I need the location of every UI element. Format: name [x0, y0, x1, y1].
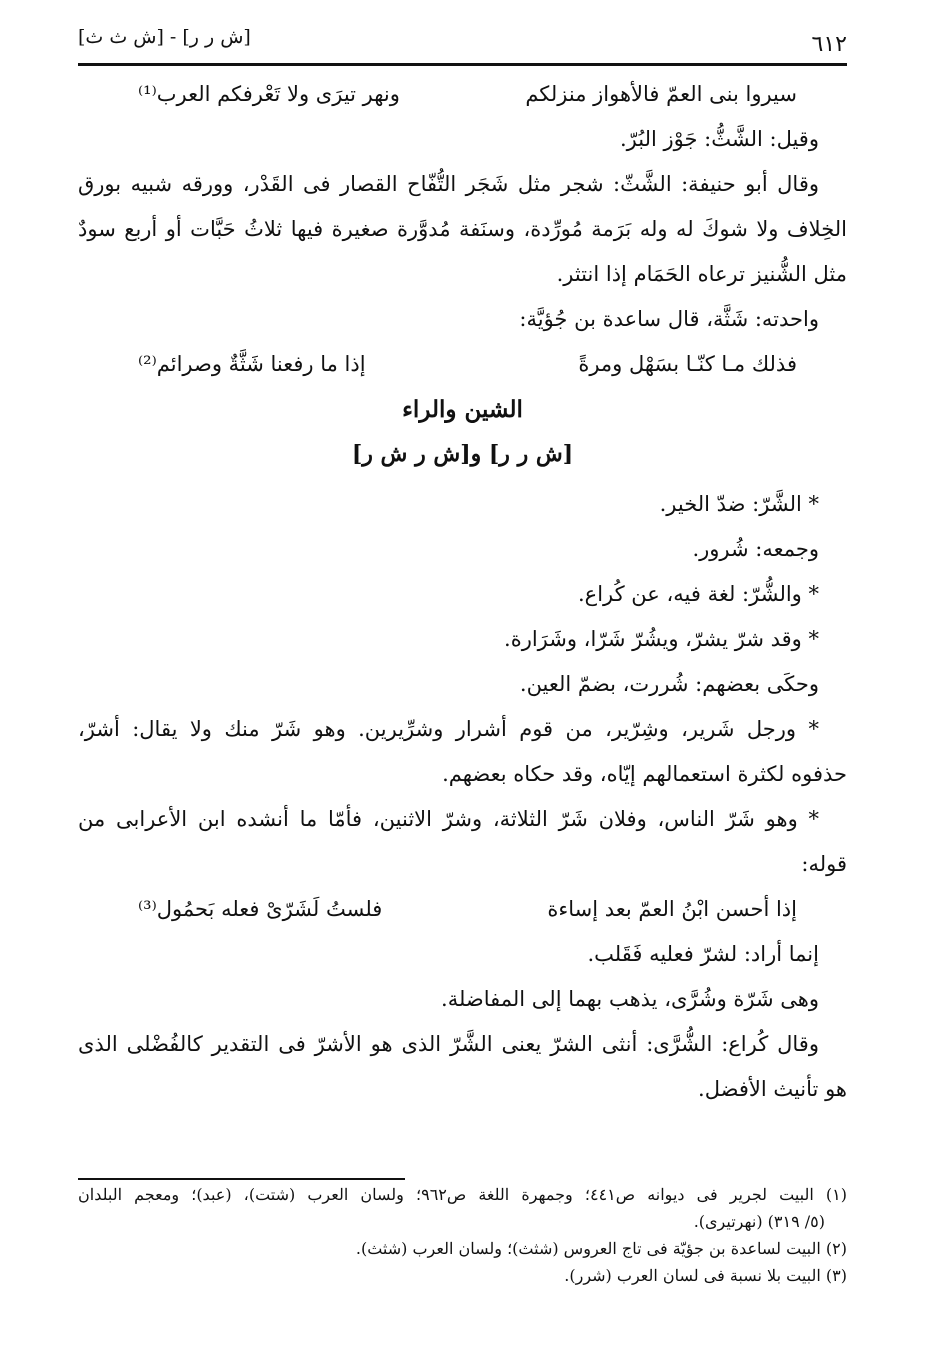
verse-1-hemistich-1: سيروا بنى العمّ فالأهواز منزلكم [525, 82, 797, 106]
entry-line: * والشُّرّ: لغة فيه، عن كُراع. [578, 582, 819, 606]
footnote-rule [78, 1178, 405, 1180]
entry-line: هو تأنيث الأفضل. [698, 1077, 847, 1101]
main-text [78, 72, 847, 1112]
footnote-2: (٢) البيت لساعدة بن جؤيّة فى تاج العروس (شثث)؛ ولسان العرب (شثث). [355, 1239, 847, 1258]
section-subheading: [ش ر ر] و[ش ر ش ر] [351, 441, 574, 467]
verse-2 [78, 342, 847, 387]
entry-line: حذفوه لكثرة استعمالهم إيّاه، وقد حكاه بعضهم. [442, 762, 847, 786]
paragraph-line: وقال أبو حنيفة: الشَّثّ: شجر مثل شَجَر التُّفّاح القصار فى القَدْر، وورقه شبيه بورق [78, 172, 819, 196]
footnote-1: (١) البيت لجرير فى ديوانه ص٤٤١؛ وجمهرة اللغة ص٩٦٢؛ ولسان العرب (شتت)، (عبد)؛ ومعجم البلدان [78, 1185, 847, 1204]
entry-line: وقال كُراع: الشُّرَّى: أنثى الشرّ يعنى الشَّرّ الذى هو الأشرّ فى التقدير كالفُضْلى الذى [78, 1032, 819, 1056]
entry-line: إنما أراد: لشرّ فعليه فَقَلب. [587, 942, 819, 966]
footnote-3: (٣) البيت بلا نسبة فى لسان العرب (شرر). [564, 1266, 847, 1285]
header-rule [78, 63, 847, 66]
footnotes [78, 1181, 847, 1289]
verse-3-hemistich-2: فلستُ لَشَرّىْ فعله بَحمُول⁽³⁾ [138, 897, 383, 921]
paragraph-line: وقيل: الشَّثُّ: جَوْز البُرّ. [620, 127, 819, 151]
entry-line: * ورجل شَرير، وشِرّير، من قوم أشرار وشرِّيرين. وهو شَرّ منك ولا يقال: أشرّ، [78, 717, 819, 741]
entry-line: وحكَى بعضهم: شُررت، بضمّ العين. [519, 672, 819, 696]
page-number: ٦١٢ [811, 32, 847, 57]
verse-3 [78, 887, 847, 932]
entry-line: * وقد شرّ يشرّ، ويشُرّ شَرّا، وشَرَارة. [504, 627, 819, 651]
verse-2-hemistich-2: إذا ما رفعنا شَثَّةٌ وصرائم⁽²⁾ [138, 352, 366, 376]
entry-line: قوله: [801, 852, 847, 876]
footnote-1-continued: (٥/ ٣١٩) (نهرتيرى). [693, 1212, 825, 1231]
entry-line: وجمعه: شُرور. [692, 537, 819, 561]
paragraph-line: مثل الشُّنيز ترعاه الحَمَام إذا انتثر. [556, 262, 847, 286]
paragraph-line: واحدته: شَثَّة، قال ساعدة بن جُؤيَّة: [519, 307, 819, 331]
page-header [78, 22, 847, 62]
section-heading: الشين والراء [402, 396, 523, 423]
verse-2-hemistich-1: فذلك مـا كنّـا بسَهْل ومرةً [578, 352, 797, 376]
entry-line: * الشَّرّ: ضدّ الخير. [659, 492, 819, 516]
verse-3-hemistich-1: إذا أحسن ابْنُ العمّ بعد إساءة [547, 897, 797, 921]
verse-1-hemistich-2: ونهر تيرَى ولا تَعْرفكم العرب⁽¹⁾ [138, 82, 400, 106]
entry-line: * وهو شَرّ الناس، وفلان شَرّ الثلاثة، وشرّ الاثنين، فأمّا ما أنشده ابن الأعرابى من [78, 807, 819, 831]
paragraph-line: الخِلاف ولا شوكَ له وله بَرَمة مُورِّدة، وسنَفة مُدوَّرة صغيرة فيها ثلاثُ حَبَّات أو أربع سودٌ [78, 217, 847, 241]
verse-1 [78, 72, 847, 117]
entry-line: وهى شَرّة وشُرَّى، يذهب بهما إلى المفاضلة. [441, 987, 819, 1011]
running-title: [ش ث ث] - [ش ر ر] [78, 26, 251, 48]
